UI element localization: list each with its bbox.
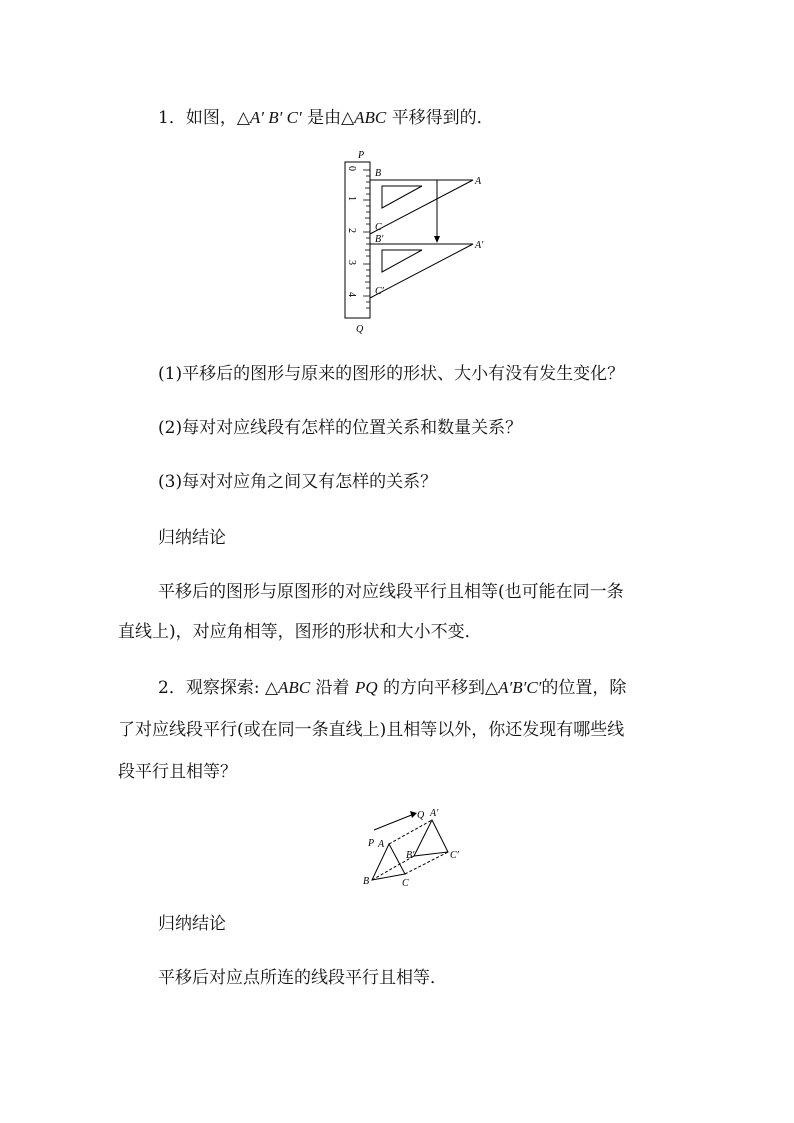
label-a: A [378,839,385,850]
intro-text: 是由△ [301,108,355,128]
ruler-tick-label: 4 [346,292,357,297]
ruler-tick-label: 1 [346,196,357,201]
label-c: C [402,878,409,889]
conclusion-1-line-1: 平移后的图形与原图形的对应线段平行且相等(也可能在同一条 [158,582,624,602]
question-2-line-1 [158,676,626,700]
question-number: 2． [158,678,186,698]
ruler-tick-label: 2 [346,228,357,233]
conclusion-2-text: 平移后对应点所连的线段平行且相等． [158,968,447,988]
intro-text: 如图，△ [185,108,250,128]
q2-text: 的位置，除 [541,678,627,698]
label-q: Q [417,810,425,821]
ruler-ticks [363,170,370,308]
label-q: Q [356,324,364,335]
label-p: P [358,150,365,161]
ruler-tick-label: 0 [346,166,357,171]
triangle-abc-inner [382,186,422,208]
label-b1: B′ [406,850,415,861]
label-a: A [475,176,482,187]
triangle-a1b1c1 [370,244,473,298]
question-1-part-1: (1)平移后的图形与原来的图形的形状、大小有没有发生变化？ [158,364,625,384]
label-c: C [375,222,382,233]
label-p: P [368,838,375,849]
question-1-part-3: (3)每对对应角之间又有怎样的关系？ [158,472,438,492]
label-a1: A′ [430,808,439,819]
conclusion-heading: 归纳结论 [158,528,226,548]
triangle-label: ABC [354,108,387,127]
conclusion-1-line-2: 直线上)，对应角相等，图形的形状和大小不变． [118,622,482,642]
label-c1: C′ [450,850,459,861]
triangle-a1b1c1 [414,820,448,856]
ruler-tick-label: 3 [346,260,357,265]
triangle-label: ABC [278,678,311,697]
intro-text: 平移得到的． [386,108,494,128]
label-a1: A′ [475,240,484,251]
label-b: B [375,168,382,179]
triangle-abc [370,180,473,234]
question-2-line-2: 了对应线段平行(或在同一条直线上)且相等以外，你还发现有哪些线 [118,720,625,740]
arrow-head [434,236,440,243]
triangle-label: A′ B′ C′ [249,108,302,127]
question-1-intro [158,106,494,130]
conclusion-heading: 归纳结论 [158,914,226,934]
label-b1: B′ [375,234,384,245]
question-number: 1． [158,108,186,128]
q2-text: 沿着 [310,678,355,698]
segment-label: PQ [354,678,378,697]
ruler-translation-figure [330,148,500,340]
triangle-translation-figure [360,800,470,894]
question-1-part-2: (2)每对对应线段有怎样的位置关系和数量关系？ [158,418,523,438]
question-2-line-3: 段平行且相等？ [118,762,237,782]
triangle-label: A′B′C′ [498,678,542,697]
triangle-a1b1c1-inner [382,250,422,272]
direction-arrow-pq [374,814,414,830]
triangle-abc [372,844,405,880]
q2-text: 观察探索: △ [185,678,279,698]
label-c1: C′ [375,286,384,297]
arrow-head [410,811,417,818]
q2-text: 的方向平移到△ [377,678,499,698]
label-b: B [363,876,370,887]
